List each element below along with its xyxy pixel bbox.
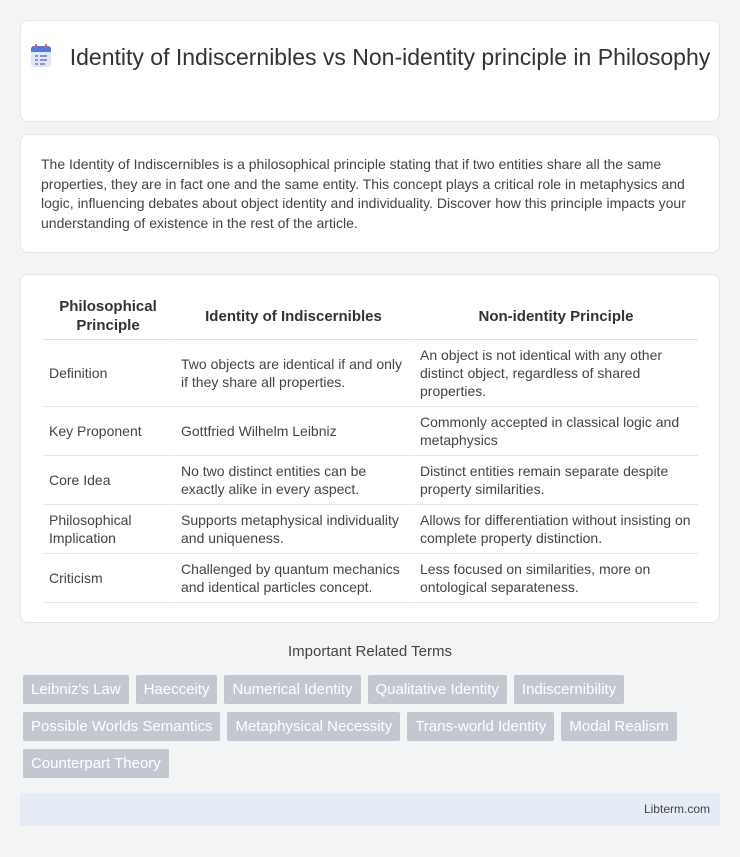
cell-identity: Challenged by quantum mechanics and identical particles concept.: [173, 554, 412, 603]
tag-trans-world-identity[interactable]: Trans-world Identity: [407, 712, 554, 741]
footer-brand[interactable]: Libterm.com: [643, 802, 710, 816]
title-card: [20, 20, 720, 122]
cell-non-identity: Less focused on similarities, more on ontological separateness.: [412, 554, 698, 603]
table-row: [43, 554, 698, 603]
tag-modal-realism[interactable]: Modal Realism: [561, 712, 676, 741]
tag-possible-worlds-semantics[interactable]: Possible Worlds Semantics: [23, 712, 220, 741]
row-label: Philosophical Implication: [43, 505, 173, 554]
cell-identity: No two distinct entities can be exactly alike in every aspect.: [173, 456, 412, 505]
tag-indiscernibility[interactable]: Indiscernibility: [514, 675, 624, 704]
tag-qualitative-identity[interactable]: Qualitative Identity: [368, 675, 507, 704]
table-row: [43, 456, 698, 505]
cell-non-identity: Commonly accepted in classical logic and metaphysics: [412, 407, 698, 456]
table-row: [43, 340, 698, 407]
comparison-table: [43, 293, 698, 603]
footer: [20, 793, 720, 826]
page-title: Identity of Indiscernibles vs Non-identity principle in Philosophy: [69, 44, 711, 70]
cell-identity: Gottfried Wilhelm Leibniz: [173, 407, 412, 456]
intro-paragraph: The Identity of Indiscernibles is a philosophical principle stating that if two entities share all the same properties, they are in fact one and the same entity. This concept plays a critical role in metaphysics and logic, influencing debates about object identity and individuality. Discover how this principle impacts your understanding of existence in the rest of the article.: [41, 156, 686, 231]
row-label: Criticism: [43, 554, 173, 603]
cell-non-identity: Distinct entities remain separate despite property similarities.: [412, 456, 698, 505]
table-row: [43, 505, 698, 554]
comparison-card: [20, 274, 720, 623]
tag-metaphysical-necessity[interactable]: Metaphysical Necessity: [227, 712, 400, 741]
intro-card: [20, 134, 720, 253]
page-title-wrap: [21, 43, 719, 72]
table-row: [43, 407, 698, 456]
tag-leibniz-law[interactable]: Leibniz's Law: [23, 675, 129, 704]
header-principle: Philosophical Principle: [43, 293, 173, 340]
cell-non-identity: An object is not identical with any other distinct object, regardless of shared properties.: [412, 340, 698, 407]
cell-non-identity: Allows for differentiation without insisting on complete property distinction.: [412, 505, 698, 554]
tag-numerical-identity[interactable]: Numerical Identity: [224, 675, 360, 704]
cell-identity: Two objects are identical if and only if they share all properties.: [173, 340, 412, 407]
tag-counterpart-theory[interactable]: Counterpart Theory: [23, 749, 169, 778]
row-label: Key Proponent: [43, 407, 173, 456]
header-identity-of-indiscernibles: Identity of Indiscernibles: [173, 293, 412, 340]
tag-haecceity[interactable]: Haecceity: [136, 675, 218, 704]
header-non-identity-principle: Non-identity Principle: [412, 293, 698, 340]
related-terms-list: [23, 675, 723, 778]
cell-identity: Supports metaphysical individuality and uniqueness.: [173, 505, 412, 554]
table-header-row: [43, 293, 698, 340]
related-terms-heading: Important Related Terms: [288, 643, 452, 660]
calendar-list-icon: [30, 44, 52, 68]
row-label: Definition: [43, 340, 173, 407]
row-label: Core Idea: [43, 456, 173, 505]
